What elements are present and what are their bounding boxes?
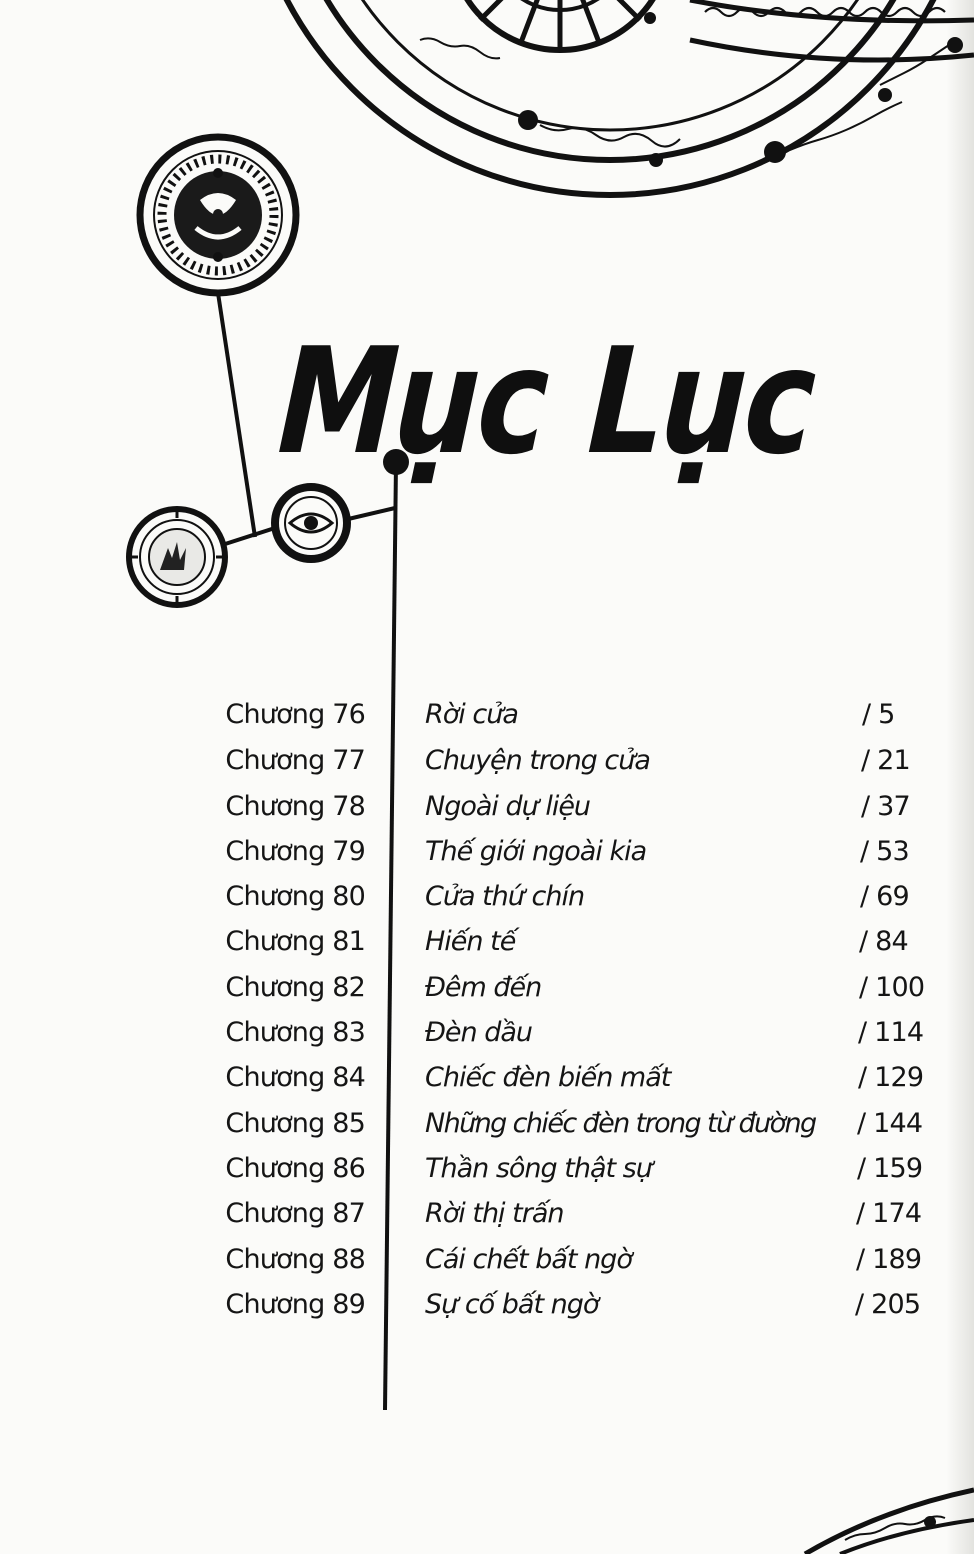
chapter-label: Chương 81: [225, 926, 365, 957]
toc-row: [0, 738, 974, 783]
chapter-label: Chương 87: [225, 1198, 365, 1229]
page-number: / 53: [860, 836, 909, 867]
chapter-title: Rời thị trấn: [425, 1198, 564, 1229]
page-number: / 189: [856, 1244, 922, 1275]
chapter-label: Chương 82: [225, 972, 365, 1003]
page-number: / 129: [858, 1062, 924, 1093]
toc-row: [0, 784, 974, 829]
toc-row: [0, 1146, 974, 1191]
chapter-label: Chương 85: [225, 1108, 365, 1139]
chapter-title: Đêm đến: [425, 972, 542, 1003]
chapter-title: Ngoài dự liệu: [425, 791, 591, 822]
page-number: / 21: [861, 745, 910, 776]
chapter-label: Chương 76: [225, 699, 365, 730]
toc-row: [0, 919, 974, 964]
chapter-label: Chương 78: [225, 791, 365, 822]
toc-row: [0, 1237, 974, 1282]
toc-row: [0, 692, 974, 737]
chapter-label: Chương 79: [225, 836, 365, 867]
toc-row: [0, 965, 974, 1010]
chapter-label: Chương 88: [225, 1244, 365, 1275]
chapter-title: Chuyện trong cửa: [425, 745, 650, 776]
page-number: / 37: [861, 791, 910, 822]
chapter-title: Cái chết bất ngờ: [425, 1244, 632, 1275]
chapter-title: Đèn dầu: [425, 1017, 533, 1048]
toc-row: [0, 1055, 974, 1100]
page-number: / 174: [856, 1198, 922, 1229]
toc-row: [0, 1191, 974, 1236]
page-number: / 114: [858, 1017, 924, 1048]
chapter-title: Rời cửa: [425, 699, 518, 730]
chapter-title: Những chiếc đèn trong từ đường: [425, 1108, 816, 1139]
page-number: / 84: [859, 926, 908, 957]
page-number: / 100: [859, 972, 925, 1003]
page-number: / 69: [860, 881, 909, 912]
toc-row: [0, 1282, 974, 1327]
chapter-label: Chương 77: [225, 745, 365, 776]
toc-row: [0, 1010, 974, 1055]
page-title: Mục Lục: [260, 317, 834, 488]
page-number: / 144: [857, 1108, 923, 1139]
chapter-label: Chương 89: [225, 1289, 365, 1320]
page-number: / 5: [862, 699, 895, 730]
toc-row: [0, 829, 974, 874]
chapter-title: Chiếc đèn biến mất: [425, 1062, 671, 1093]
chapter-label: Chương 84: [225, 1062, 365, 1093]
chapter-label: Chương 83: [225, 1017, 365, 1048]
chapter-title: Thế giới ngoài kia: [425, 836, 647, 867]
toc-row: [0, 1101, 974, 1146]
chapter-label: Chương 86: [225, 1153, 365, 1184]
chapter-label: Chương 80: [225, 881, 365, 912]
page-number: / 205: [855, 1289, 921, 1320]
chapter-title: Sự cố bất ngờ: [425, 1289, 599, 1320]
chapter-title: Cửa thứ chín: [425, 881, 585, 912]
toc-row: [0, 874, 974, 919]
chapter-title: Thần sông thật sự: [425, 1153, 652, 1184]
page-number: / 159: [857, 1153, 923, 1184]
chapter-title: Hiến tế: [425, 926, 516, 957]
